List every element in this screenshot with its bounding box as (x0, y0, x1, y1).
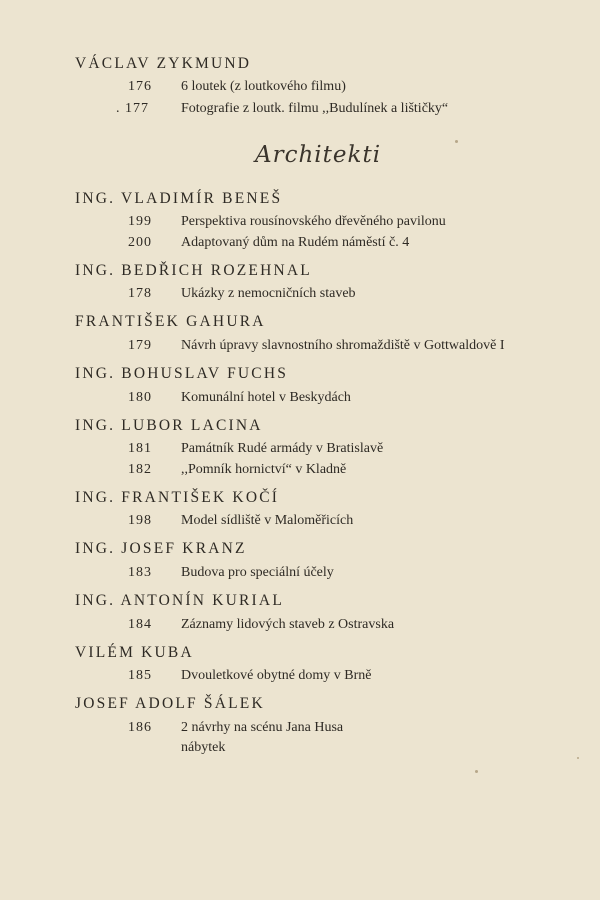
entry-number: 179 (128, 338, 152, 353)
entry-number: 198 (128, 513, 152, 528)
catalog-entry (128, 462, 346, 478)
catalog-entry (128, 79, 346, 95)
entry-description: Budova pro speciální účely (181, 565, 334, 580)
entry-number: 185 (128, 668, 152, 683)
paper-speck (455, 140, 458, 143)
entry-description: Památník Rudé armády v Bratislavě (181, 441, 384, 456)
catalog-entry (128, 565, 334, 581)
architect-name: VILÉM KUBA (75, 644, 194, 661)
entry-description: Dvouletkové obytné domy v Brně (181, 668, 372, 683)
entry-description: Záznamy lidových staveb z Ostravska (181, 617, 395, 632)
entry-number: 184 (128, 617, 152, 632)
catalog-entry (128, 390, 351, 406)
catalog-entry (128, 286, 356, 302)
architect-name: ING. BOHUSLAV FUCHS (75, 365, 289, 382)
architect-name: ING. VLADIMÍR BENEŠ (75, 190, 283, 207)
entry-number: 181 (128, 441, 152, 456)
entry-description: 2 návrhy na scénu Jana Husa (181, 720, 344, 735)
architect-name: FRANTIŠEK GAHURA (75, 313, 266, 330)
architect-name: ING. ANTONÍN KURIAL (75, 592, 284, 609)
entry-description: Ukázky z nemocničních staveb (181, 286, 356, 301)
entry-number: 183 (128, 565, 152, 580)
entry-number: 199 (128, 214, 152, 229)
catalog-entry (128, 513, 353, 529)
catalog-entry (128, 668, 372, 684)
entry-description-continued: nábytek (181, 740, 226, 755)
section-title: Architekti (255, 142, 382, 168)
entry-description: Návrh úpravy slavnostního shromaždiště v Gottwaldově I (181, 338, 505, 353)
architect-name: ING. JOSEF KRANZ (75, 540, 247, 557)
catalog-entry (128, 338, 505, 354)
paper-speck (475, 770, 478, 773)
artist-name: VÁCLAV ZYKMUND (75, 55, 252, 72)
entry-description: ,,Pomník hornictví“ v Kladně (181, 462, 347, 477)
entry-description: Komunální hotel v Beskydách (181, 390, 351, 405)
catalog-entry (128, 720, 343, 736)
entry-description: Model sídliště v Maloměřicích (181, 513, 354, 528)
catalog-entry (116, 101, 448, 117)
catalog-entry (128, 617, 394, 633)
entry-number: 180 (128, 390, 152, 405)
catalog-entry (128, 235, 409, 251)
entry-number: 200 (128, 235, 152, 250)
entry-number: 182 (128, 462, 152, 477)
architect-name: ING. BEDŘICH ROZEHNAL (75, 262, 312, 279)
entry-number: 176 (128, 79, 152, 94)
entry-description: Fotografie z loutk. filmu ,,Budulínek a lištičky“ (181, 101, 449, 116)
architect-name: ING. FRANTIŠEK KOČÍ (75, 489, 280, 506)
architect-name: JOSEF ADOLF ŠÁLEK (75, 695, 265, 712)
entry-description: Perspektiva rousínovského dřevěného pavilonu (181, 214, 446, 229)
catalog-entry (128, 441, 383, 457)
entry-number: . 177 (116, 101, 149, 116)
catalog-entry (128, 214, 446, 230)
entry-description: 6 loutek (z loutkového filmu) (181, 79, 346, 94)
paper-speck (577, 757, 579, 759)
entry-number: 186 (128, 720, 152, 735)
entry-number: 178 (128, 286, 152, 301)
architect-name: ING. LUBOR LACINA (75, 417, 263, 434)
entry-description: Adaptovaný dům na Rudém náměstí č. 4 (181, 235, 410, 250)
